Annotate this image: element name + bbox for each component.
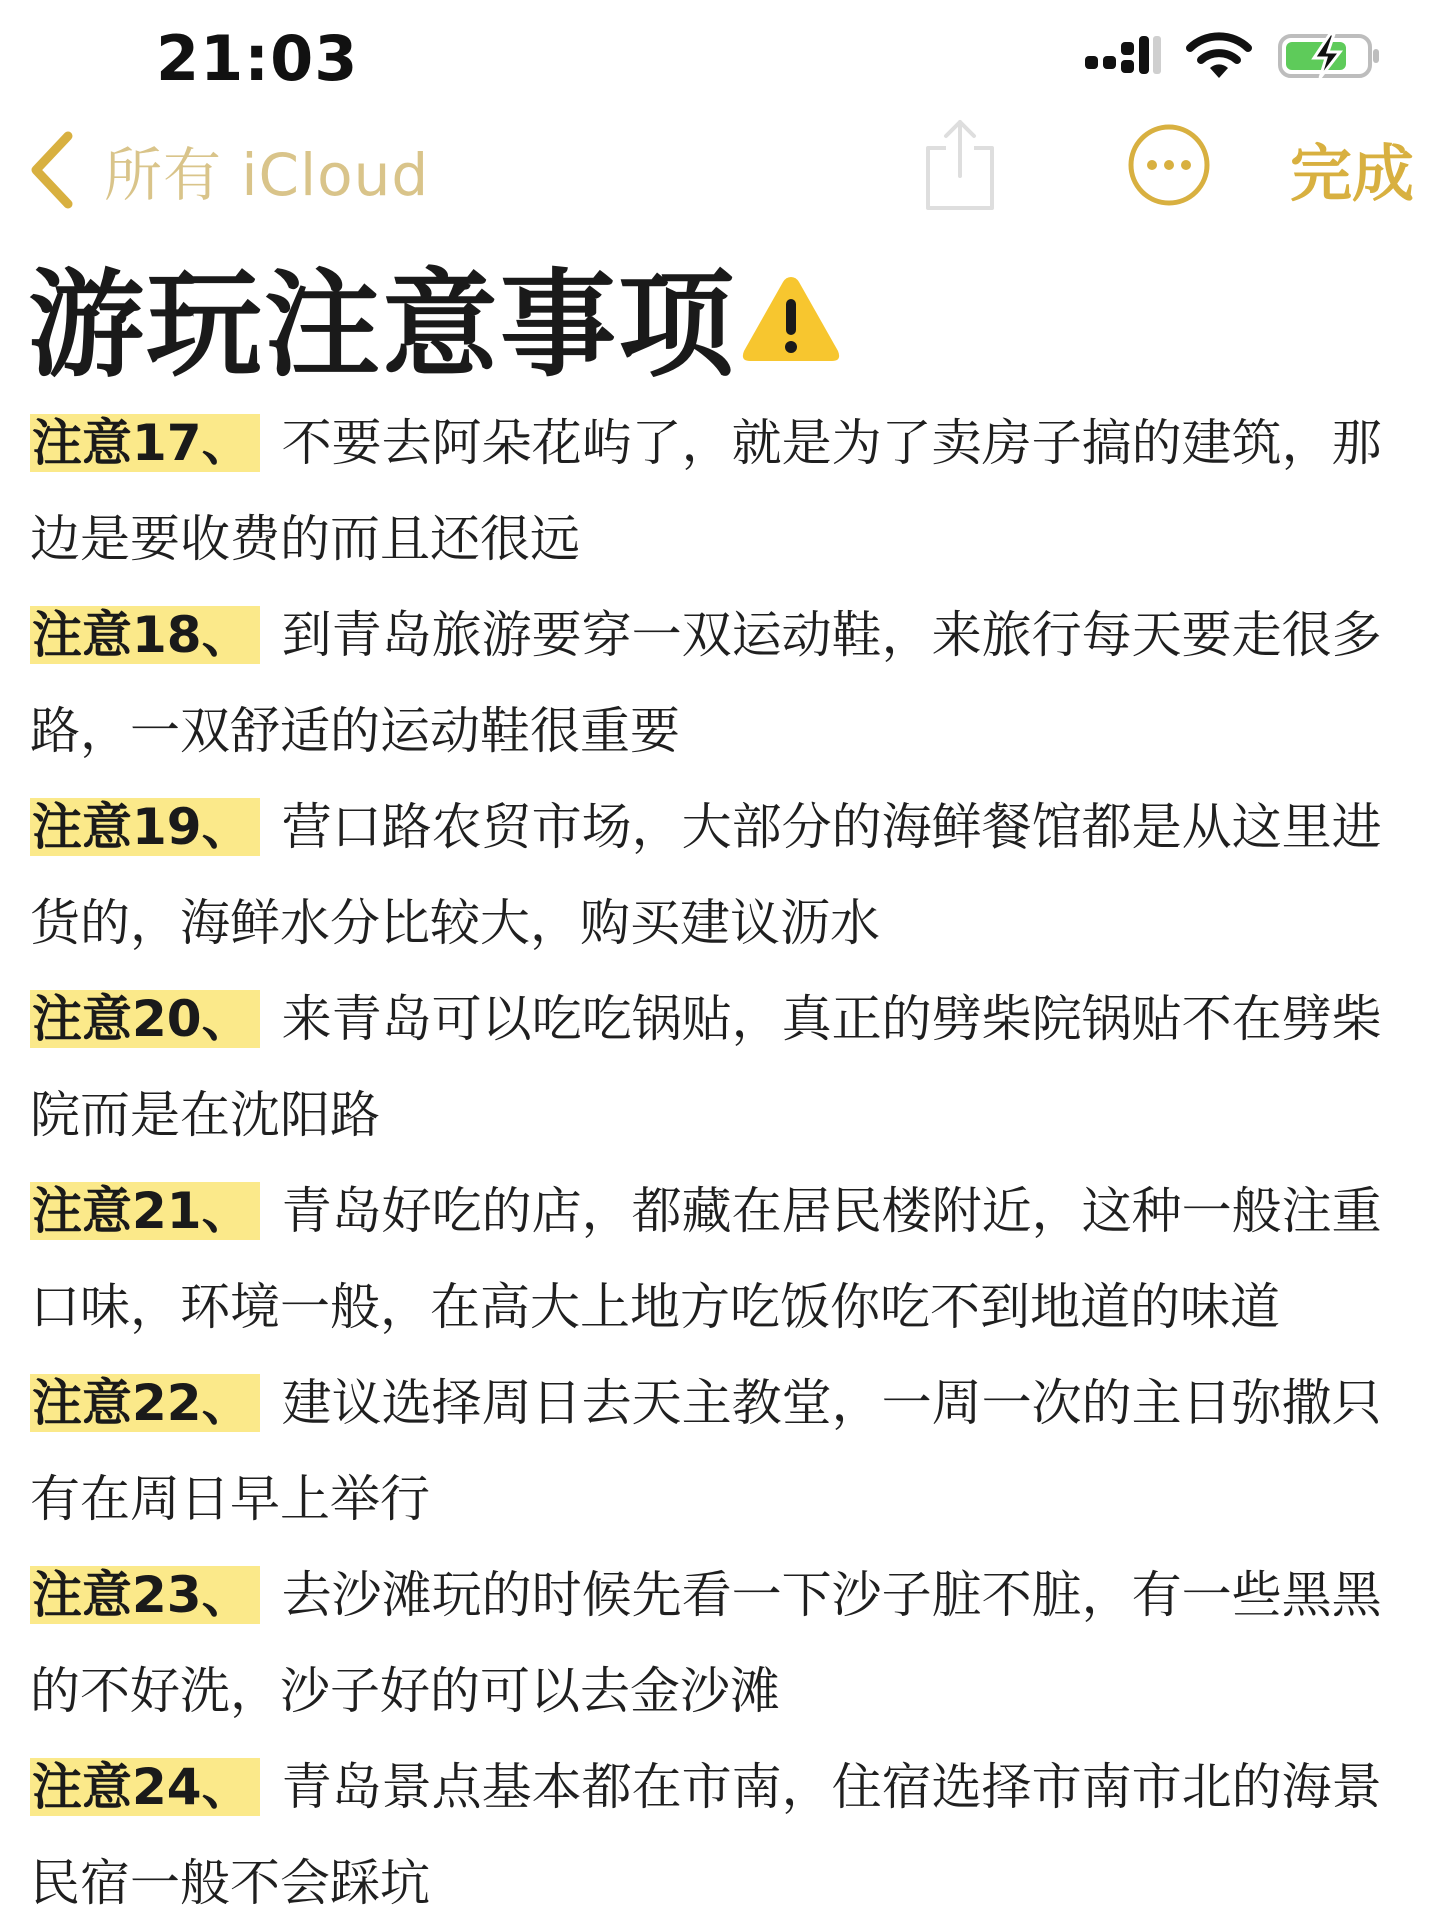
wifi-icon [1186, 30, 1252, 82]
note-item-text: 去沙滩玩的时候先看一下沙子脏不脏，有一些黑黑的不好洗，沙子好的可以去金沙滩 [30, 1566, 1382, 1720]
nav-bar [0, 110, 1440, 230]
more-icon[interactable] [1126, 122, 1212, 208]
note-item-text: 来青岛可以吃吃锅贴，真正的劈柴院锅贴不在劈柴院而是在沈阳路 [30, 990, 1382, 1144]
note-item-text: 到青岛旅游要穿一双运动鞋，来旅行每天要走很多路，一双舒适的运动鞋很重要 [30, 606, 1382, 760]
note-item-text: 建议选择周日去天主教堂，一周一次的主日弥撒只有在周日早上举行 [30, 1374, 1382, 1528]
note-item-text: 营口路农贸市场，大部分的海鲜餐馆都是从这里进货的，海鲜水分比较大，购买建议沥水 [30, 798, 1382, 952]
note-item-label: 注意17、 [30, 414, 260, 472]
note-item-20 [30, 971, 1430, 1163]
note-item-19 [30, 779, 1430, 971]
note-body [30, 395, 1430, 1931]
status-time: 21:03 [156, 22, 359, 95]
note-item-18 [30, 587, 1430, 779]
note-item-23 [30, 1547, 1430, 1739]
chevron-left-icon [28, 130, 76, 210]
warning-icon [738, 271, 844, 367]
note-item-label: 注意21、 [30, 1182, 260, 1240]
note-title [28, 250, 844, 393]
note-item-text: 不要去阿朵花屿了，就是为了卖房子搞的建筑，那边是要收费的而且还很远 [30, 414, 1382, 568]
note-item-label: 注意20、 [30, 990, 260, 1048]
signal-icon [1083, 34, 1163, 84]
back-label: 所有 iCloud [104, 141, 430, 209]
note-item-21 [30, 1163, 1430, 1355]
note-item-label: 注意22、 [30, 1374, 260, 1432]
note-item-22 [30, 1355, 1430, 1547]
done-button[interactable]: 完成 [1290, 137, 1415, 210]
battery-charging-icon [1278, 30, 1382, 82]
note-item-label: 注意24、 [30, 1758, 260, 1816]
share-icon[interactable] [920, 114, 1000, 214]
back-button[interactable] [28, 120, 429, 220]
note-item-text: 青岛好吃的店，都藏在居民楼附近，这种一般注重口味，环境一般，在高大上地方吃饭你吃不到地道的味道 [30, 1182, 1382, 1336]
note-item-label: 注意18、 [30, 606, 260, 664]
status-bar [0, 0, 1440, 110]
note-item-text: 青岛景点基本都在市南，住宿选择市南市北的海景民宿一般不会踩坑 [30, 1758, 1382, 1912]
note-title-text: 游玩注意事项 [28, 257, 736, 393]
note-item-label: 注意23、 [30, 1566, 260, 1624]
note-item-24 [30, 1739, 1430, 1931]
note-item-label: 注意19、 [30, 798, 260, 856]
note-item-17 [30, 395, 1430, 587]
